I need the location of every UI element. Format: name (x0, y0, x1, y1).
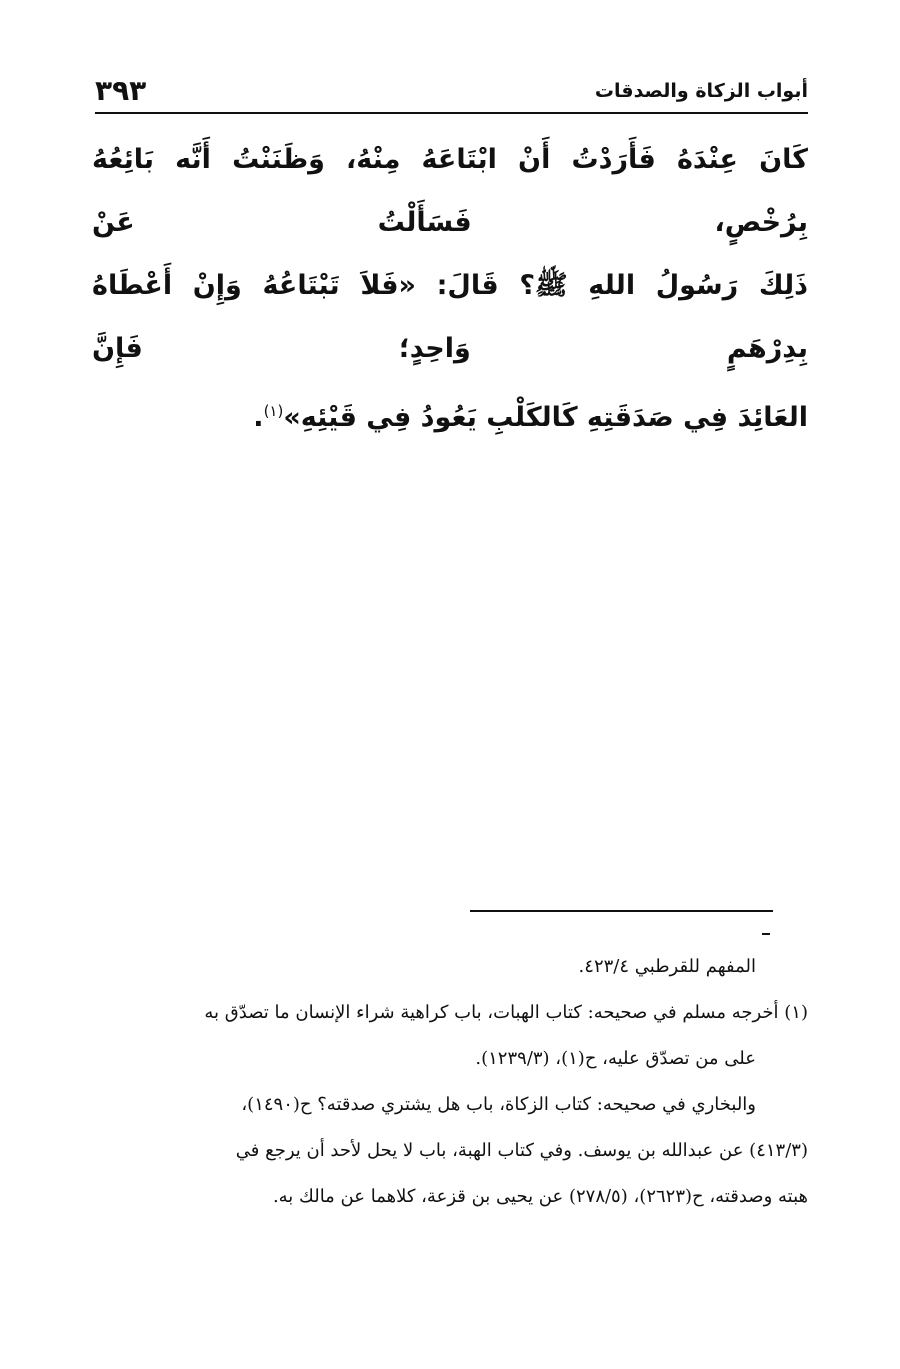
closing-period: . (253, 402, 264, 433)
footnote-line-2: (١) أخرجه مسلم في صحيحه: كتاب الهبات، باب كراهية شراء الإنسان ما تصدّق به (204, 1002, 808, 1023)
footnote-line-5: (٤١٣/٣) عن عبدالله بن يوسف. وفي كتاب الهبة، باب لا يحل لأحد أن يرجع في (235, 1140, 808, 1161)
footnote-line-1: المفهم للقرطبي ٤٢٣/٤. (578, 956, 756, 977)
footnote-line-6: هبته وصدقته، ح(٢٦٢٣)، (٢٧٨/٥) عن يحيى بن قزعة، كلاهما عن مالك به. (272, 1186, 808, 1207)
footnote-rule (470, 910, 773, 912)
footnote-line-3: على من تصدّق عليه، ح(١)، (١٢٣٩/٣). (475, 1048, 756, 1069)
dash-mark (762, 933, 770, 935)
main-line-3-text: العَائِدَ فِي صَدَقَتِهِ كَالكَلْبِ يَعُودُ فِي قَيْئِهِ» (283, 402, 808, 433)
header-title: أبواب الزكاة والصدقات (594, 80, 808, 102)
running-header (95, 72, 808, 112)
page-number: ٣٩٣ (95, 74, 147, 107)
footnote-reference: (١) (263, 402, 284, 420)
footnote-line-4: والبخاري في صحيحه: كتاب الزكاة، باب هل يشتري صدقته؟ ح(١٤٩٠)، (241, 1094, 756, 1115)
footnotes (92, 944, 808, 1220)
main-text (92, 128, 808, 449)
main-line-2: ذَلِكَ رَسُولُ اللهِ ﷺ؟ قَالَ: «فَلاَ تَبْتَاعُهُ وَإِنْ أَعْطَاهُ بِدِرْهَمٍ وَاحِدٍ؛ فَإِنَّ (92, 270, 808, 364)
header-rule (95, 112, 808, 114)
main-line-1: كَانَ عِنْدَهُ فَأَرَدْتُ أَنْ ابْتَاعَهُ مِنْهُ، وَظَنَنْتُ أَنَّه بَائِعُهُ بِرُخْصٍ، فَسَأَلْتُ عَنْ (92, 144, 808, 238)
main-line-3 (92, 380, 808, 449)
